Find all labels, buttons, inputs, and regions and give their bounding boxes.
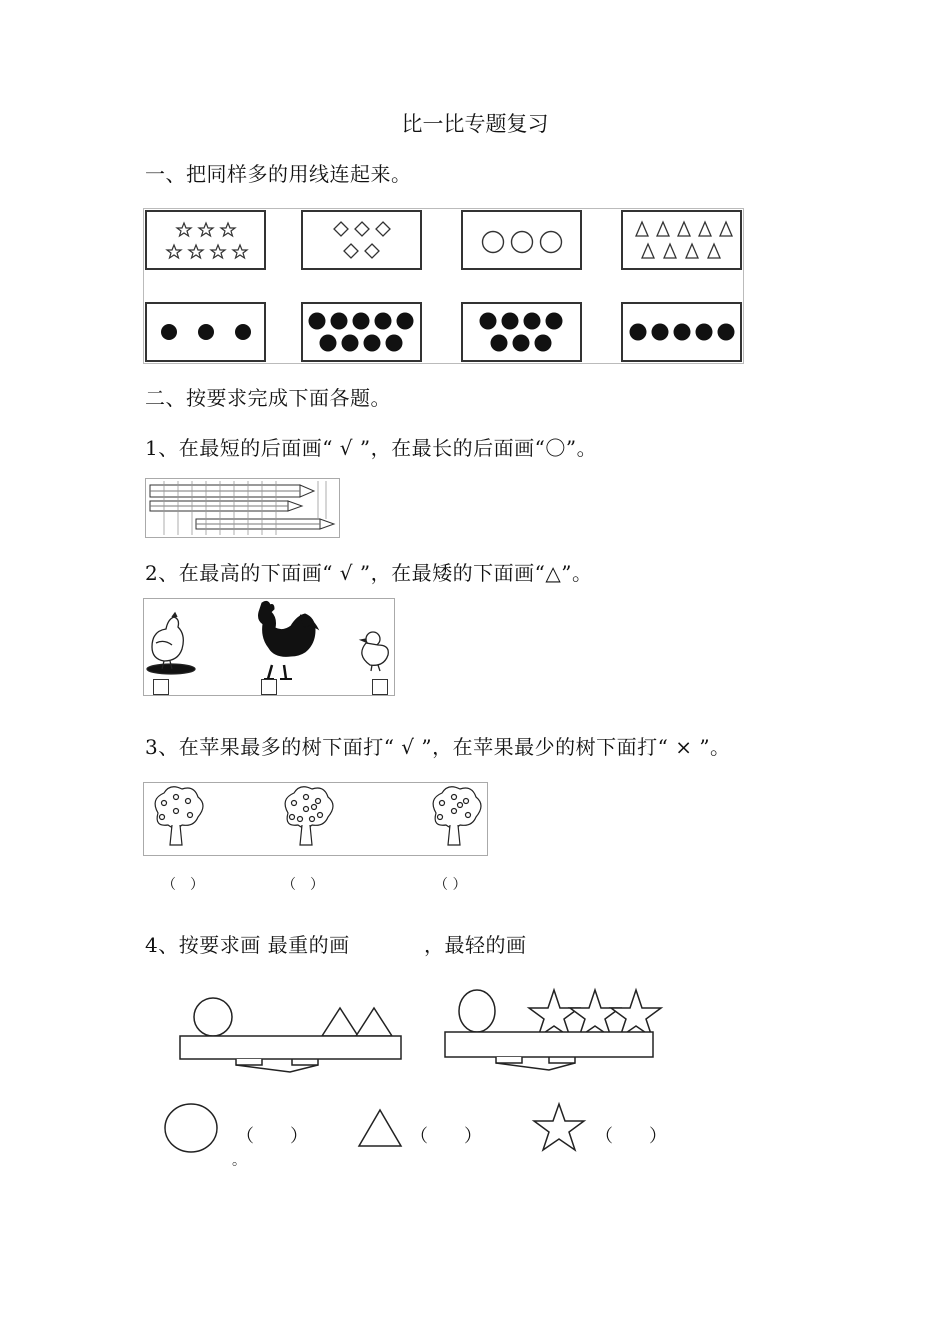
dot-icon: [480, 313, 497, 330]
dots-box-9: [301, 302, 422, 362]
dot-icon: [546, 313, 563, 330]
answer-box-hen[interactable]: [153, 679, 169, 695]
star-icon: [177, 223, 191, 236]
dot-icon: [364, 335, 381, 352]
star-icon: [211, 245, 225, 258]
stars-group: [147, 212, 264, 268]
apple-tree-icon: [433, 787, 481, 845]
dots-group: [463, 304, 580, 360]
diamond-icon: [355, 222, 369, 236]
circle-icon: [541, 232, 562, 253]
answer-paren-tree-2[interactable]: （ ）: [282, 877, 324, 893]
diamond-icon: [334, 222, 348, 236]
circle-weight-icon: [194, 998, 232, 1036]
pencils-illustration: [146, 479, 339, 537]
triangle-icon: [720, 222, 732, 236]
answer-paren-star[interactable]: （ ）: [595, 1126, 667, 1147]
circle-icon: [512, 232, 533, 253]
trailing-period: 。: [232, 1153, 246, 1169]
dots-box-7: [461, 302, 582, 362]
triangle-icon: [636, 222, 648, 236]
dot-icon: [696, 324, 713, 341]
dot-icon: [320, 335, 337, 352]
triangles-box: [621, 210, 742, 270]
dot-icon: [630, 324, 647, 341]
section2-heading: 二、按要求完成下面各题。: [145, 386, 391, 410]
triangle-icon: [699, 222, 711, 236]
dot-icon: [652, 324, 669, 341]
triangle-weight-icon: [322, 1008, 358, 1036]
triangle-icon: [657, 222, 669, 236]
section1-heading: 一、把同样多的用线连起来。: [145, 162, 412, 186]
dot-icon: [491, 335, 508, 352]
circles-box: [461, 210, 582, 270]
dot-icon: [198, 324, 214, 340]
star-weight-icon: [529, 990, 579, 1037]
triangle-icon: [642, 244, 654, 258]
apple-tree-icon: [155, 787, 203, 845]
circle-icon: [483, 232, 504, 253]
trees-panel: [143, 782, 488, 856]
dots-group: [623, 304, 740, 360]
star-icon: [221, 223, 235, 236]
question-4-part2: ，最轻的画: [424, 933, 527, 957]
dot-icon: [397, 313, 414, 330]
star-icon: [199, 223, 213, 236]
dots-group: [303, 304, 420, 360]
triangle-weight-icon: [356, 1008, 392, 1036]
dots-box-3: [145, 302, 266, 362]
dots-box-5: [621, 302, 742, 362]
star-icon: [167, 245, 181, 258]
triangle-icon: [708, 244, 720, 258]
dot-icon: [161, 324, 177, 340]
circle-weight-icon: [459, 990, 495, 1032]
dot-icon: [718, 324, 735, 341]
dot-icon: [535, 335, 552, 352]
page-title: 比一比专题复习: [401, 112, 549, 136]
answer-box-rooster[interactable]: [261, 679, 277, 695]
answer-paren-triangle[interactable]: （ ）: [410, 1126, 482, 1147]
dot-icon: [375, 313, 392, 330]
chick-icon: [361, 632, 388, 671]
triangles-group: [623, 212, 740, 268]
diamond-icon: [376, 222, 390, 236]
question-1: 1、在最短的后面画“ √ ”，在最长的后面画“〇”。: [145, 436, 598, 460]
dot-icon: [524, 313, 541, 330]
star-weight-icon: [570, 990, 620, 1037]
trees-illustration: [144, 783, 487, 855]
balance-illustrations: [0, 980, 950, 1090]
star-icon: [189, 245, 203, 258]
question-3: 3、在苹果最多的树下面打“ √ ”，在苹果最少的树下面打“ × ”。: [145, 735, 731, 759]
dot-icon: [331, 313, 348, 330]
dot-icon: [513, 335, 530, 352]
dot-icon: [353, 313, 370, 330]
diamond-icon: [365, 244, 379, 258]
diamonds-box: [301, 210, 422, 270]
answer-paren-circle[interactable]: （ ）: [236, 1126, 308, 1147]
triangle-icon: [678, 222, 690, 236]
balance-left: [180, 998, 401, 1072]
circles-group: [463, 212, 580, 268]
answer-paren-tree-3[interactable]: （ ）: [434, 877, 467, 893]
dot-icon: [674, 324, 691, 341]
animals-panel: [143, 598, 395, 696]
diamonds-group: [303, 212, 420, 268]
triangle-icon: [664, 244, 676, 258]
dots-group: [147, 304, 264, 360]
question-2: 2、在最高的下面画“ √ ”，在最矮的下面画“△”。: [145, 561, 593, 585]
circle-answer-icon: [165, 1104, 217, 1152]
star-icon: [233, 245, 247, 258]
dot-icon: [309, 313, 326, 330]
diamond-icon: [344, 244, 358, 258]
rooster-icon: [259, 601, 319, 679]
star-weight-icon: [611, 990, 661, 1037]
balance-right: [445, 990, 661, 1070]
pencils-panel: [145, 478, 340, 538]
stars-box: [145, 210, 266, 270]
apple-tree-icon: [285, 787, 333, 845]
answer-paren-tree-1[interactable]: （ ）: [162, 877, 204, 893]
hen-icon: [147, 613, 195, 674]
answer-box-chick[interactable]: [372, 679, 388, 695]
dot-icon: [386, 335, 403, 352]
dot-icon: [342, 335, 359, 352]
triangle-icon: [686, 244, 698, 258]
star-answer-icon: [534, 1104, 584, 1150]
triangle-answer-icon: [359, 1110, 401, 1146]
question-4-part1: 4、按要求画 最重的画: [145, 933, 350, 957]
dot-icon: [235, 324, 251, 340]
dot-icon: [502, 313, 519, 330]
